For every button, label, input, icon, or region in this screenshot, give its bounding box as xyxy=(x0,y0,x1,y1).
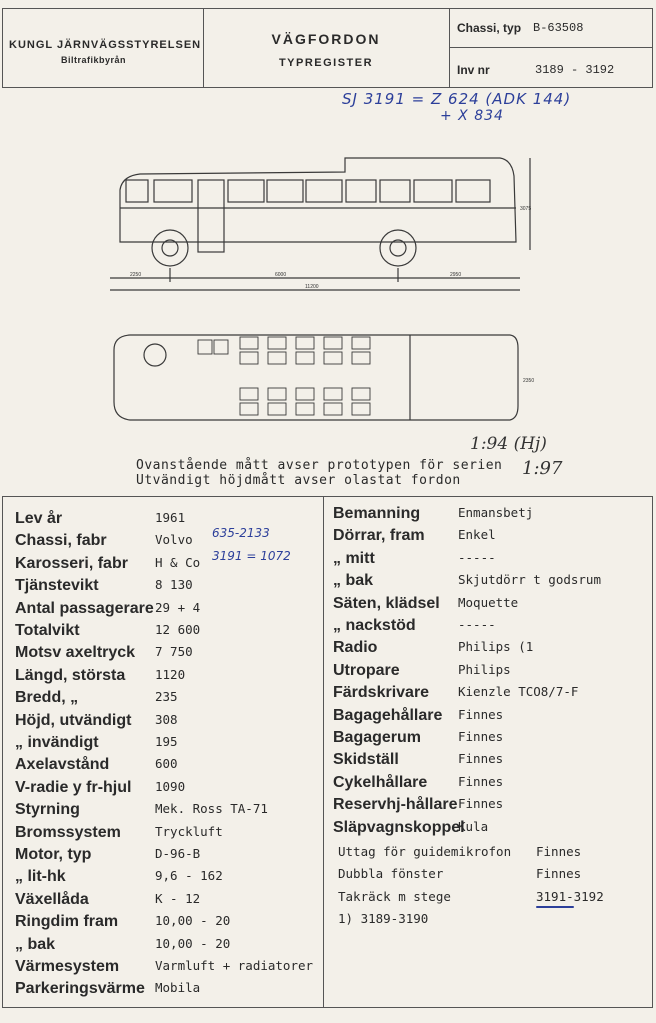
spec-right-label: „ nackstöd xyxy=(333,617,416,634)
spec-right-label: Skidställ xyxy=(333,751,399,769)
bus-side-body xyxy=(120,158,516,242)
spec-left-label: Styrning xyxy=(15,801,80,819)
org-division: Biltrafikbyrån xyxy=(61,55,127,65)
spec-right-label: „ bak xyxy=(333,572,374,590)
spec-left-value: 195 xyxy=(155,734,178,749)
spec-left-label: Motor, typ xyxy=(15,846,92,863)
spec-right-value: ----- xyxy=(458,549,496,565)
spec-left-value: D-96-B xyxy=(155,846,201,861)
chassi-value: B-63508 xyxy=(533,21,584,35)
spec-left-label: Växellåda xyxy=(15,890,89,908)
spec-left-value: Volvo xyxy=(155,532,193,548)
spec-right-value: Kula xyxy=(458,818,489,834)
spec-extra-label: Dubbla fönster xyxy=(338,866,444,882)
spec-right-value: Finnes xyxy=(458,706,504,722)
spec-right-label: Säten, klädsel xyxy=(333,594,440,612)
handwritten-note-1: SJ 3191 = Z 624 (ADK 144) xyxy=(342,90,572,108)
spec-left-value: K - 12 xyxy=(155,890,201,906)
header-id-cell xyxy=(449,9,653,87)
spec-left-value: Varmluft + radiatorer xyxy=(155,958,314,973)
spec-right-label: Utropare xyxy=(333,661,400,679)
spec-left-value: Tryckluft xyxy=(155,823,223,839)
spec-left-value: 600 xyxy=(155,756,178,772)
spec-left-value: 1120 xyxy=(155,666,186,682)
scale-note-1: 1:94 (Hj) xyxy=(470,434,547,454)
spec-right-value: Philips (1 xyxy=(458,639,534,655)
handwritten-note-2: + X 834 xyxy=(440,108,504,124)
spec-extra-value: Finnes xyxy=(536,866,582,882)
dim-rear-overhang: 2950 xyxy=(450,272,462,278)
seat-layout xyxy=(198,337,370,415)
dim-height: 3075 xyxy=(520,206,532,212)
spec-extra-label: Uttag för guidemikrofon xyxy=(338,844,512,859)
dim-wheelbase: 6000 xyxy=(275,272,287,278)
spec-left-value: 235 xyxy=(155,689,178,705)
spec-right-value: Finnes xyxy=(458,796,504,812)
dim-total-length: 11200 xyxy=(305,284,319,290)
inv-label: Inv nr xyxy=(457,63,490,77)
org-name: KUNGL JÄRNVÄGSSTYRELSEN xyxy=(9,39,202,51)
spec-left-value: 8 130 xyxy=(155,577,193,593)
spec-right-value: Finnes xyxy=(458,751,504,767)
spec-left-label: Totalvikt xyxy=(15,622,80,639)
spec-left-label: Motsv axeltryck xyxy=(15,644,136,662)
spec-right-label: Bagagerum xyxy=(333,729,422,746)
spec-right-label: Dörrar, fram xyxy=(333,527,425,545)
spec-right-value: ----- xyxy=(458,617,496,632)
footnote: 1) 3189-3190 xyxy=(338,911,429,926)
spec-right-label: Reservhj-hållare xyxy=(333,796,458,814)
document-title: VÄGFORDON xyxy=(271,31,381,47)
spec-left-value: 10,00 - 20 xyxy=(155,935,231,951)
document-subtitle: TYPREGISTER xyxy=(278,57,374,69)
spec-left-label: Ringdim fram xyxy=(15,913,119,931)
spec-extra-value: Finnes xyxy=(536,844,582,859)
spec-right-label: Radio xyxy=(333,639,378,657)
front-wheel-icon xyxy=(152,230,188,266)
spec-left-label: Lev år xyxy=(15,510,63,527)
dim-front-overhang: 2250 xyxy=(130,272,142,278)
spec-left-value: Mek. Ross TA-71 xyxy=(155,801,268,817)
steering-wheel-icon xyxy=(144,344,166,366)
handwritten-chassi-note: 635-2133 xyxy=(212,526,270,540)
header-box xyxy=(2,8,653,88)
spec-left-label: Värmesystem xyxy=(15,958,120,975)
bus-plan-body xyxy=(114,335,518,420)
spec-right-value: Enmansbetj xyxy=(458,505,534,520)
spec-left-value: 12 600 xyxy=(155,622,201,637)
spec-left-label: Parkeringsvärme xyxy=(15,980,145,998)
scale-note-2: 1:97 xyxy=(522,458,563,479)
spec-left-value: H & Co xyxy=(155,554,201,570)
spec-right-label: Bemanning xyxy=(333,505,421,522)
spec-left-value: 7 750 xyxy=(155,644,193,660)
spec-left-label: Längd, största xyxy=(15,666,126,684)
rear-wheel-icon xyxy=(380,230,416,266)
bus-drawing xyxy=(100,150,540,440)
spec-left-label: Höjd, utvändigt xyxy=(15,711,132,729)
note-line-2: Utvändigt höjdmått avser olastat fordon xyxy=(136,473,461,488)
spec-left-label: Bromssystem xyxy=(15,823,121,841)
spec-right-value: Kienzle TCO8/7-F xyxy=(458,684,579,700)
column-divider xyxy=(323,497,324,1007)
handwritten-karosseri-note: 3191 = 1072 xyxy=(212,549,291,563)
spec-left-label: „ invändigt xyxy=(15,734,99,751)
spec-left-label: „ lit-hk xyxy=(15,868,66,886)
note-line-1: Ovanstående mått avser prototypen för serien xyxy=(136,458,503,473)
spec-left-label: Chassi, fabr xyxy=(15,532,107,550)
spec-left-label: Tjänstevikt xyxy=(15,577,99,595)
chassi-label: Chassi, typ xyxy=(457,21,522,35)
spec-right-value: Moquette xyxy=(458,594,519,610)
spec-right-value: Finnes xyxy=(458,773,504,789)
spec-extra-value: 3191-3192 xyxy=(536,888,604,904)
spec-right-value: Finnes xyxy=(458,729,504,744)
inv-value: 3189 - 3192 xyxy=(535,63,615,77)
spec-right-label: Cykelhållare xyxy=(333,773,428,791)
spec-right-label: Bagagehållare xyxy=(333,706,443,724)
spec-extra-label: Takräck m stege xyxy=(338,888,451,904)
spec-left-value: 9,6 - 162 xyxy=(155,868,223,884)
spec-right-label: Färdskrivare xyxy=(333,684,430,702)
header-org-cell xyxy=(3,9,204,87)
spec-left-label: V-radie y fr-hjul xyxy=(15,778,132,796)
spec-right-value: Enkel xyxy=(458,527,496,543)
spec-left-label: Karosseri, fabr xyxy=(15,554,128,572)
handwritten-underline xyxy=(536,906,574,908)
spec-left-value: Mobila xyxy=(155,980,201,996)
spec-left-value: 308 xyxy=(155,711,178,727)
spec-right-value: Skjutdörr t godsrum xyxy=(458,572,601,588)
spec-left-value: 1961 xyxy=(155,510,186,525)
header-title-cell xyxy=(203,9,450,87)
spec-left-label: „ bak xyxy=(15,935,56,953)
spec-left-label: Antal passagerare xyxy=(15,599,154,617)
spec-right-label: „ mitt xyxy=(333,549,375,567)
spec-left-value: 10,00 - 20 xyxy=(155,913,231,929)
spec-right-value: Philips xyxy=(458,661,511,677)
dim-width: 2350 xyxy=(523,378,535,384)
spec-left-label: Axelavstånd xyxy=(15,756,110,774)
spec-right-label: Släpvagnskoppel xyxy=(333,818,465,836)
spec-left-value: 1090 xyxy=(155,778,186,794)
spec-left-value: 29 + 4 xyxy=(155,599,201,615)
spec-left-label: Bredd, „ xyxy=(15,689,79,707)
